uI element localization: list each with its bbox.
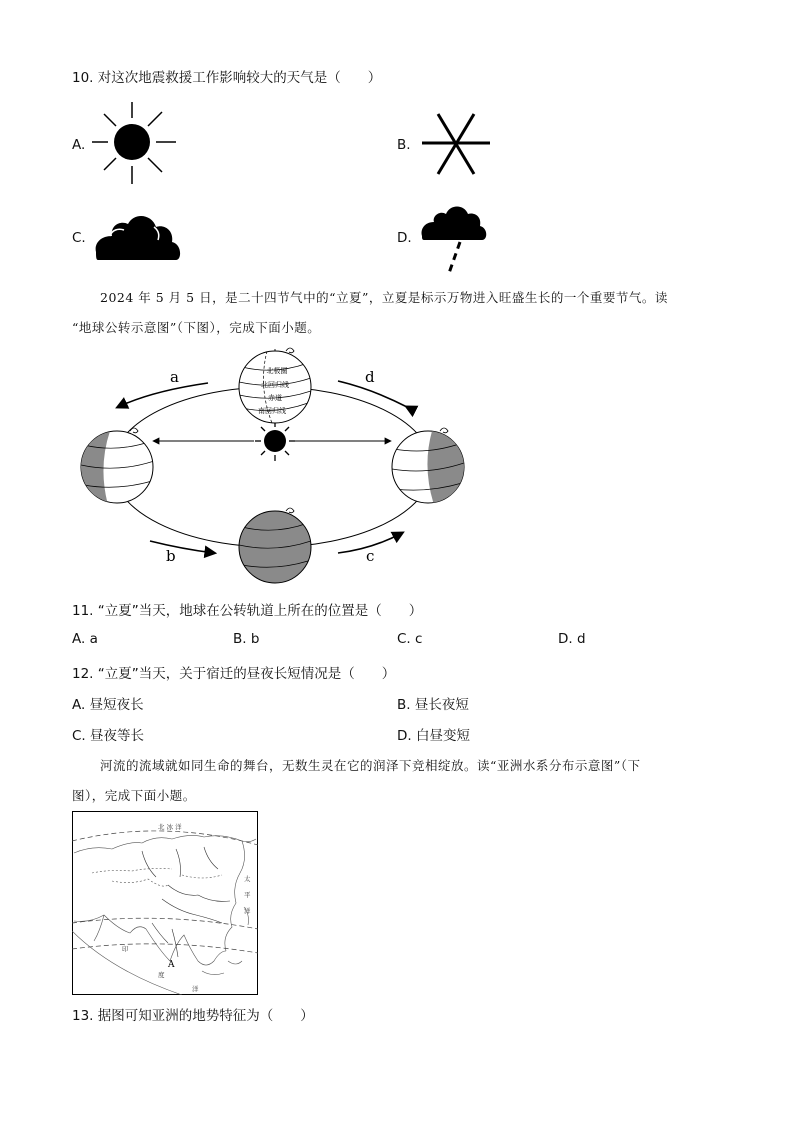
q10-option-c-label: C. xyxy=(72,230,86,246)
q13-stem: 13. 据图可知亚洲的地势特征为（ ） xyxy=(72,1008,314,1024)
q10-option-a-label: A. xyxy=(72,137,86,153)
q12-option-d[interactable]: D. 白昼变短 xyxy=(397,728,470,744)
q12-option-b[interactable]: B. 昼长夜短 xyxy=(397,697,469,713)
q10-option-b-label: B. xyxy=(397,137,411,153)
intro2-line1: 河流的流域就如同生命的舞台，无数生灵在它的润泽下竞相绽放。读“亚洲水系分布示意图”（下 xyxy=(100,758,641,773)
q10-option-d-label: D. xyxy=(397,230,412,246)
map-label-indian-3: 洋 xyxy=(192,985,199,993)
map-label-indian-2: 度 xyxy=(158,971,165,979)
globe-bottom xyxy=(239,508,311,583)
svg-text:北极圈: 北极圈 xyxy=(266,367,288,375)
q12-option-c[interactable]: C. 昼夜等长 xyxy=(72,728,145,744)
orbit-label-c: c xyxy=(366,547,375,565)
map-label-indian-1: 印 xyxy=(122,945,129,953)
q11-option-b[interactable]: B. b xyxy=(233,631,260,647)
q12-stem: 12. “立夏”当天，关于宿迁的昼夜长短情况是（ ） xyxy=(72,666,396,682)
map-label-pacific-1: 太 xyxy=(244,875,251,883)
globe-top xyxy=(239,348,311,423)
intro1-line2: “地球公转示意图”（下图），完成下面小题。 xyxy=(72,320,321,335)
intro1-line1: 2024 年 5 月 5 日，是二十四节气中的“立夏”，立夏是标示万物进入旺盛生长的一个重要节气。读 xyxy=(100,290,668,305)
globe-left xyxy=(81,428,154,505)
q11-option-d[interactable]: D. d xyxy=(558,631,586,647)
q11-option-a[interactable]: A. a xyxy=(72,631,98,647)
q11-option-c[interactable]: C. c xyxy=(397,631,423,647)
orbit-label-d: d xyxy=(365,368,375,386)
svg-text:赤道: 赤道 xyxy=(268,394,282,402)
globe-right xyxy=(392,428,464,505)
svg-text:南回归线: 南回归线 xyxy=(258,407,286,415)
intro2-line2: 图），完成下面小题。 xyxy=(72,788,196,803)
snow-icon xyxy=(418,112,494,178)
map-label-pacific-3: 洋 xyxy=(244,907,251,915)
asia-river-map xyxy=(72,811,258,995)
cloud-icon xyxy=(92,210,182,262)
q10-stem: 10. 对这次地震救援工作影响较大的天气是（ ） xyxy=(72,70,382,86)
sun-icon xyxy=(90,100,180,186)
map-label-river-a: A xyxy=(168,960,175,970)
map-label-arctic-ocean: 北 冰 洋 xyxy=(158,823,182,831)
orbit-label-a: a xyxy=(170,368,179,386)
earth-orbit-diagram xyxy=(72,345,472,590)
sun-center-icon xyxy=(255,421,295,461)
q12-option-a[interactable]: A. 昼短夜长 xyxy=(72,697,144,713)
q11-stem: 11. “立夏”当天，地球在公转轨道上所在的位置是（ ） xyxy=(72,603,423,619)
cloud-rain-icon xyxy=(420,204,490,280)
svg-text:北回归线: 北回归线 xyxy=(261,381,289,389)
map-label-pacific-2: 平 xyxy=(244,891,251,899)
orbit-label-b: b xyxy=(166,547,176,565)
